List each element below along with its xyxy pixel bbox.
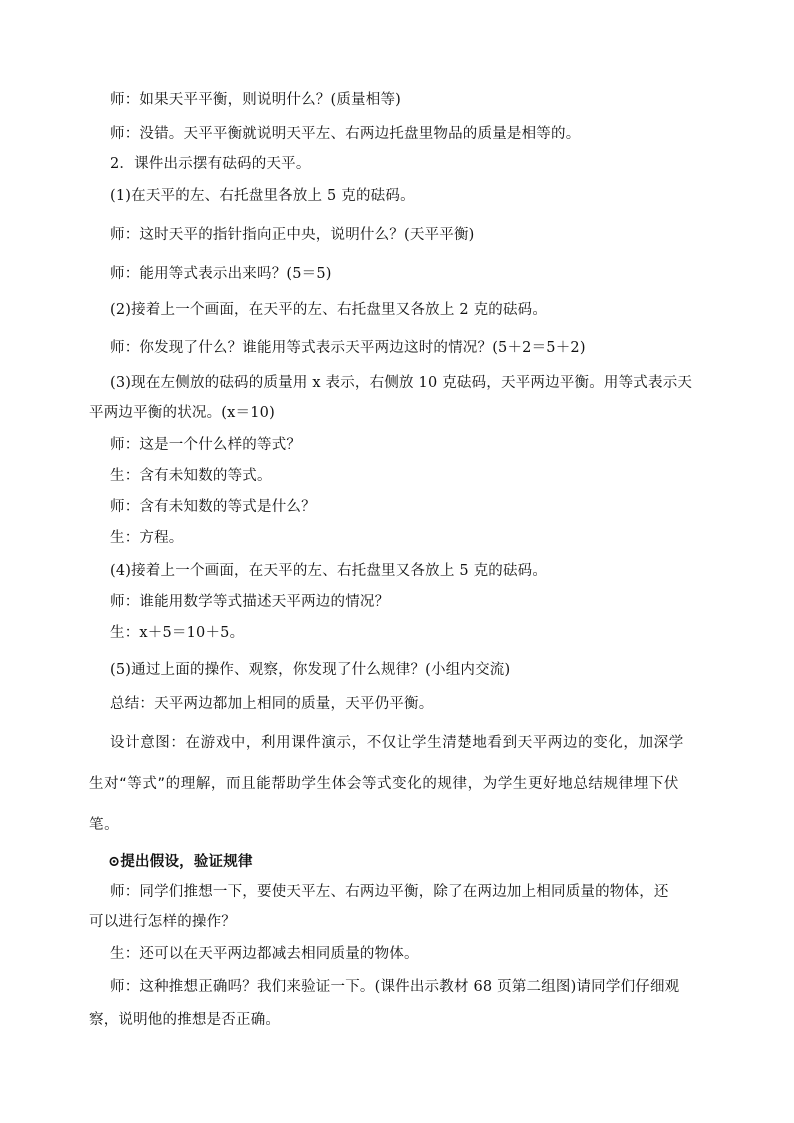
text-line: (2)接着上一个画面，在天平的左、右托盘里又各放上 2 克的砝码。 bbox=[110, 302, 548, 318]
text-line: 平两边平衡的状况。(x＝10) bbox=[89, 405, 275, 421]
text-line: 生对“等式”的理解，而且能帮助学生体会等式变化的规律，为学生更好地总结规律埋下伏 bbox=[89, 776, 680, 792]
text-line: 师：谁能用数学等式描述天平两边的情况？ bbox=[110, 594, 390, 610]
text-line: 2．课件出示摆有砝码的天平。 bbox=[110, 156, 311, 172]
text-line: 师：这种推想正确吗？我们来验证一下。(课件出示教材 68 页第二组图)请同学们仔细观 bbox=[110, 979, 680, 995]
text-line: 生：含有未知数的等式。 bbox=[110, 468, 272, 484]
text-line: 笔。 bbox=[89, 817, 120, 833]
text-line: (4)接着上一个画面，在天平的左、右托盘里又各放上 5 克的砝码。 bbox=[110, 563, 548, 579]
text-line: 师：这是一个什么样的等式？ bbox=[110, 437, 302, 453]
text-line: 生：还可以在天平两边都减去相同质量的物体。 bbox=[110, 946, 419, 962]
text-line: 师：能用等式表示出来吗？(5＝5) bbox=[110, 266, 332, 282]
text-line: (3)现在左侧放的砝码的质量用 x 表示，右侧放 10 克砝码，天平两边平衡。用等式表示天 bbox=[110, 375, 693, 391]
text-line: 总结：天平两边都加上相同的质量，天平仍平衡。 bbox=[110, 696, 434, 712]
text-line: 师：你发现了什么？谁能用等式表示天平两边这时的情况？(5＋2＝5＋2) bbox=[110, 340, 586, 356]
text-line: (5)通过上面的操作、观察，你发现了什么规律？(小组内交流) bbox=[110, 662, 511, 678]
text-line: 设计意图：在游戏中，利用课件演示，不仅让学生清楚地看到天平两边的变化，加深学 bbox=[110, 735, 684, 751]
text-line: 师：没错。天平平衡就说明天平左、右两边托盘里物品的质量是相等的。 bbox=[110, 126, 581, 142]
text-line: 师：含有未知数的等式是什么？ bbox=[110, 499, 316, 515]
text-line: 师：同学们推想一下，要使天平左、右两边平衡，除了在两边加上相同质量的物体，还 bbox=[110, 884, 669, 900]
text-line: 师：这时天平的指针指向正中央，说明什么？(天平平衡) bbox=[110, 227, 475, 243]
text-line: 生：方程。 bbox=[110, 530, 184, 546]
text-line: (1)在天平的左、右托盘里各放上 5 克的砝码。 bbox=[110, 188, 415, 204]
text-line: 察，说明他的推想是否正确。 bbox=[89, 1012, 281, 1028]
section-heading: ⊙提出假设，验证规律 bbox=[108, 853, 253, 870]
text-line: 师：如果天平平衡，则说明什么？(质量相等) bbox=[110, 92, 402, 108]
text-line: 可以进行怎样的操作？ bbox=[89, 914, 236, 930]
text-line: 生：x＋5＝10＋5。 bbox=[110, 625, 245, 641]
